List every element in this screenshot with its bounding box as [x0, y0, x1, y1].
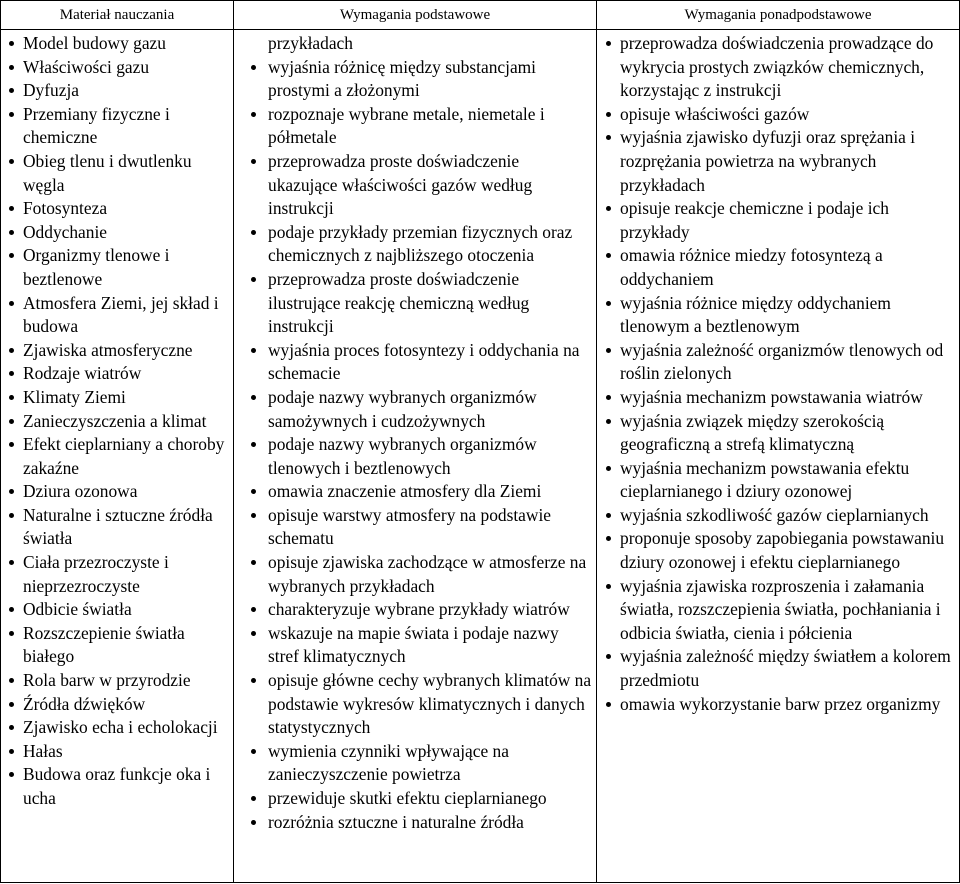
list-item: wyjaśnia różnice między oddychaniem tlenowym a beztlenowym [597, 292, 959, 339]
list-item: Obieg tlenu i dwutlenku węgla [1, 150, 233, 197]
list-item: omawia różnice miedzy fotosyntezą a oddychaniem [597, 244, 959, 291]
header-material: Materiał nauczania [1, 1, 234, 30]
list-item: Przemiany fizyczne i chemiczne [1, 103, 233, 150]
list-item: Klimaty Ziemi [1, 386, 233, 410]
basic-requirements-list [234, 32, 596, 834]
list-item: wyjaśnia szkodliwość gazów cieplarnianych [597, 504, 959, 528]
list-item: Naturalne i sztuczne źródła światła [1, 504, 233, 551]
list-item: Efekt cieplarniany a choroby zakaźne [1, 433, 233, 480]
material-column [1, 30, 234, 883]
list-item: przeprowadza doświadczenia prowadzące do wykrycia prostych związków chemicznych, korzystając z instrukcji [597, 32, 959, 103]
list-item: rozpoznaje wybrane metale, niemetale i półmetale [234, 103, 596, 150]
list-item: podaje nazwy wybranych organizmów samożywnych i cudzożywnych [234, 386, 596, 433]
list-item: podaje przykłady przemian fizycznych oraz chemicznych z najbliższego otoczenia [234, 221, 596, 268]
list-item: Dyfuzja [1, 79, 233, 103]
list-item: wyjaśnia proces fotosyntezy i oddychania na schemacie [234, 339, 596, 386]
list-item: rozróżnia sztuczne i naturalne źródła [234, 811, 596, 835]
material-list [1, 32, 233, 811]
list-item: wyjaśnia zależność między światłem a kolorem przedmiotu [597, 645, 959, 692]
list-item: Rozszczepienie światła białego [1, 622, 233, 669]
list-item: Źródła dźwięków [1, 693, 233, 717]
list-item: Atmosfera Ziemi, jej skład i budowa [1, 292, 233, 339]
header-advanced-requirements: Wymagania ponadpodstawowe [597, 1, 960, 30]
list-item: Fotosynteza [1, 197, 233, 221]
list-item: przeprowadza proste doświadczenie ilustrujące reakcję chemiczną według instrukcji [234, 268, 596, 339]
list-item: wyjaśnia związek między szerokością geograficzną a strefą klimatyczną [597, 410, 959, 457]
advanced-requirements-list [597, 32, 959, 716]
list-item: Budowa oraz funkcje oka i ucha [1, 763, 233, 810]
list-item: opisuje reakcje chemiczne i podaje ich przykłady [597, 197, 959, 244]
advanced-requirements-column [597, 30, 960, 883]
header-basic-requirements: Wymagania podstawowe [234, 1, 597, 30]
list-item: Hałas [1, 740, 233, 764]
list-item: Ciała przezroczyste i nieprzezroczyste [1, 551, 233, 598]
list-item: Odbicie światła [1, 598, 233, 622]
list-item: Zjawisko echa i echolokacji [1, 716, 233, 740]
list-item: Zjawiska atmosferyczne [1, 339, 233, 363]
list-item: Dziura ozonowa [1, 480, 233, 504]
body-row [1, 30, 960, 883]
list-item: Organizmy tlenowe i beztlenowe [1, 244, 233, 291]
list-item: Rola barw w przyrodzie [1, 669, 233, 693]
list-item: opisuje główne cechy wybranych klimatów na podstawie wykresów klimatycznych i danych statystycznych [234, 669, 596, 740]
list-item: opisuje zjawiska zachodzące w atmosferze na wybranych przykładach [234, 551, 596, 598]
list-item: wyjaśnia zjawiska rozproszenia i załamania światła, rozszczepienia światła, pochłaniania i odbicia światła, cienia i półcienia [597, 575, 959, 646]
list-item: przeprowadza proste doświadczenie ukazujące właściwości gazów według instrukcji [234, 150, 596, 221]
list-item: charakteryzuje wybrane przykłady wiatrów [234, 598, 596, 622]
list-item: przykładach [268, 33, 353, 53]
list-item: wyjaśnia różnicę między substancjami prostymi a złożonymi [234, 56, 596, 103]
list-item: wyjaśnia mechanizm powstawania efektu cieplarnianego i dziury ozonowej [597, 457, 959, 504]
list-item: Właściwości gazu [1, 56, 233, 80]
list-item: przewiduje skutki efektu cieplarnianego [234, 787, 596, 811]
list-item: wyjaśnia mechanizm powstawania wiatrów [597, 386, 959, 410]
list-item: wymienia czynniki wpływające na zanieczyszczenie powietrza [234, 740, 596, 787]
header-row [1, 1, 960, 30]
list-item: podaje nazwy wybranych organizmów tlenowych i beztlenowych [234, 433, 596, 480]
list-item: opisuje warstwy atmosfery na podstawie schematu [234, 504, 596, 551]
list-item: Zanieczyszczenia a klimat [1, 410, 233, 434]
list-item: wyjaśnia zależność organizmów tlenowych od roślin zielonych [597, 339, 959, 386]
basic-requirements-column [234, 30, 597, 883]
list-item: opisuje właściwości gazów [597, 103, 959, 127]
list-item: Oddychanie [1, 221, 233, 245]
list-item: omawia wykorzystanie barw przez organizmy [597, 693, 959, 717]
list-item: wskazuje na mapie świata i podaje nazwy stref klimatycznych [234, 622, 596, 669]
list-item: Model budowy gazu [1, 32, 233, 56]
list-item: proponuje sposoby zapobiegania powstawaniu dziury ozonowej i efektu cieplarnianego [597, 527, 959, 574]
list-item: wyjaśnia zjawisko dyfuzji oraz sprężania i rozprężania powietrza na wybranych przykładach [597, 126, 959, 197]
list-item: omawia znaczenie atmosfery dla Ziemi [234, 480, 596, 504]
list-item: Rodzaje wiatrów [1, 362, 233, 386]
